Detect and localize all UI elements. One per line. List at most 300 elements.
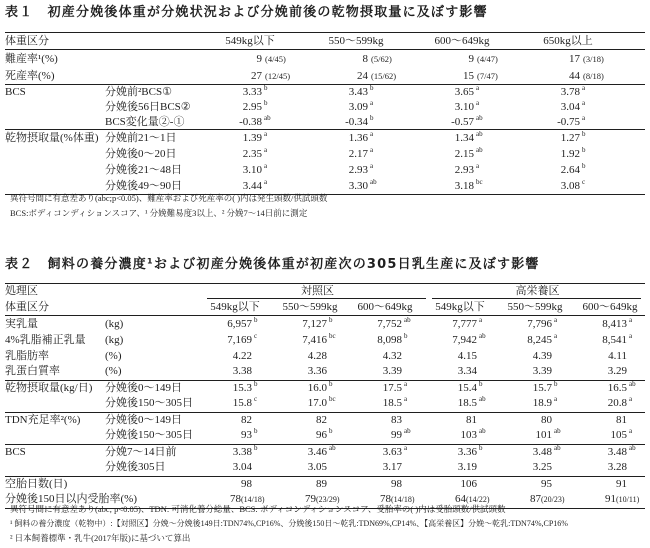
- row-sublabel: 分娩後150～305日: [105, 428, 205, 444]
- table-row: [5, 115, 645, 130]
- data-cell: [505, 380, 580, 396]
- row-unit: (%): [105, 364, 205, 380]
- data-cell: [430, 333, 505, 349]
- row-sublabel: 分娩7～14日前: [105, 445, 177, 458]
- data-cell: [536, 130, 645, 147]
- data-cell: [280, 333, 355, 349]
- data-cell: [430, 380, 505, 396]
- cell-value: 3.10: [242, 163, 262, 176]
- data-cell: [205, 364, 280, 380]
- table2: [5, 283, 645, 509]
- row-group-label: 乾物摂取量(kg/日): [5, 381, 93, 394]
- row-label: 分娩後150日以内受胎率(%): [5, 492, 205, 508]
- significance-mark: ab: [329, 443, 336, 452]
- data-cell: [355, 333, 430, 349]
- cell-value: 3.09: [348, 101, 368, 113]
- table2-body: [5, 316, 645, 509]
- data-cell: [280, 412, 355, 428]
- data-cell: [355, 476, 430, 492]
- cell-value: 3.17: [382, 461, 402, 474]
- data-cell: [205, 333, 280, 349]
- data-cell: [324, 130, 430, 147]
- cell-value: 7,416: [302, 334, 327, 347]
- row-unit: (%): [105, 349, 122, 362]
- significance-mark: ab: [629, 379, 636, 388]
- data-cell: [536, 85, 645, 101]
- cell-value: 4.39: [532, 349, 552, 362]
- significance-mark: a: [629, 316, 633, 324]
- cell-value: 3.36: [457, 445, 477, 458]
- significance-mark: b: [254, 443, 258, 452]
- row-group-label: BCS: [5, 445, 26, 458]
- cell-value: 3.29: [607, 365, 627, 378]
- data-cell: [205, 428, 280, 444]
- data-cell: [505, 364, 580, 380]
- count-note: (8/18): [583, 70, 604, 81]
- cell-value: 3.39: [382, 365, 402, 378]
- significance-mark: b: [479, 443, 483, 452]
- data-cell: [280, 396, 355, 412]
- table-row: [5, 364, 645, 380]
- cell-value: 3.65: [454, 86, 474, 98]
- cell-value: 1.34: [454, 131, 474, 144]
- column-header-cell: [505, 299, 580, 316]
- cell-value: 15.7: [532, 381, 552, 394]
- row-label: 4%乳脂補正乳量: [5, 334, 86, 347]
- cell-value: 3.30: [348, 179, 368, 192]
- row-sublabel: 分娩前21～1日: [105, 131, 177, 144]
- data-cell: [430, 349, 505, 365]
- significance-mark: ab: [629, 443, 636, 452]
- cell-value: 3.46: [307, 445, 327, 458]
- cell-value: -0.34: [345, 115, 368, 128]
- data-cell: [430, 412, 505, 428]
- data-cell: [580, 349, 645, 365]
- data-cell: [430, 146, 536, 162]
- cell-value: 3.38: [232, 365, 252, 378]
- data-cell: [580, 396, 645, 412]
- data-cell: [430, 396, 505, 412]
- column-header: 600～649kg: [357, 300, 413, 313]
- cell-value: 3.33: [242, 86, 262, 98]
- data-cell: [505, 316, 580, 334]
- data-cell: [536, 162, 645, 178]
- data-cell: [430, 178, 536, 195]
- significance-mark: ab: [479, 332, 486, 341]
- significance-mark: a: [476, 84, 480, 92]
- table1-footnote: 異符号間に有意差あり(abc;p<0.05)、難産率および死産率の( )内は発生頭数/供試頭数: [10, 193, 328, 203]
- column-header-cell: [580, 299, 645, 316]
- cell-value: 3.78: [560, 86, 580, 98]
- data-cell: [505, 444, 580, 460]
- table-row: [5, 380, 645, 396]
- data-cell: [505, 476, 580, 492]
- column-header-cell: [355, 299, 430, 316]
- cell-value: 6,957: [227, 318, 252, 330]
- cell-value: 101: [535, 429, 552, 442]
- cell-value: 18.9: [532, 397, 552, 410]
- table-row: [5, 333, 645, 349]
- data-cell: [280, 316, 355, 334]
- cell-value: 105: [610, 429, 627, 442]
- data-cell: [205, 476, 280, 492]
- data-cell: [430, 476, 505, 492]
- cell-value: -0.57: [451, 115, 474, 128]
- cell-value: 3.25: [532, 461, 552, 474]
- cell-value: 103: [460, 429, 477, 442]
- cell-value: -0.38: [239, 115, 262, 128]
- cell-value: 24: [357, 69, 368, 82]
- cell-value: 7,127: [302, 318, 327, 330]
- row-sublabel: 分娩後21～48日: [105, 163, 182, 176]
- table-row: [5, 428, 645, 444]
- cell-value: 2.64: [560, 163, 580, 176]
- significance-mark: c: [582, 177, 586, 186]
- cell-value: 3.28: [607, 461, 627, 474]
- row-group-label: TDN充足率²(%): [5, 413, 81, 426]
- count-note: (4/47): [477, 53, 498, 64]
- data-cell: [430, 85, 536, 101]
- cell-value: 4.32: [382, 349, 402, 362]
- cell-value: 82: [241, 413, 252, 426]
- cell-value: 3.04: [232, 461, 252, 474]
- data-cell: [218, 100, 324, 115]
- column-header-cell: [280, 299, 355, 316]
- data-cell: [355, 349, 430, 365]
- row-sublabel: 分娩後305日: [105, 460, 205, 476]
- cell-value: 17.0: [307, 397, 327, 410]
- cell-value: -0.75: [557, 115, 580, 128]
- significance-mark: a: [554, 316, 558, 324]
- data-cell: [536, 146, 645, 162]
- data-cell: [355, 460, 430, 476]
- cell-value: 18.5: [457, 397, 477, 410]
- table-row: [5, 85, 645, 101]
- data-cell: [355, 380, 430, 396]
- table1-footnotes: [10, 191, 327, 221]
- significance-mark: c: [254, 395, 258, 404]
- count-note: (15/62): [371, 70, 397, 81]
- significance-mark: ab: [370, 177, 377, 186]
- count-note: (23/29): [316, 495, 340, 505]
- cell-value: 79: [305, 493, 316, 506]
- row-sublabel: 分娩後150～305日: [105, 396, 205, 412]
- significance-mark: a: [370, 129, 374, 138]
- cell-value: 91: [605, 493, 616, 506]
- count-note: (10/11): [616, 495, 640, 505]
- count-note: (5/62): [371, 53, 392, 64]
- table-row: [5, 100, 645, 115]
- cell-value: 64: [455, 493, 466, 506]
- row-sublabel: 分娩後56日BCS②: [105, 101, 191, 113]
- significance-mark: ab: [479, 395, 486, 404]
- significance-mark: a: [629, 427, 633, 436]
- data-cell: [580, 476, 645, 492]
- significance-mark: b: [479, 379, 483, 388]
- cell-value: 83: [391, 413, 402, 426]
- cell-value: 2.15: [454, 147, 474, 160]
- cell-value: 3.63: [382, 445, 402, 458]
- data-cell: [536, 115, 645, 130]
- data-cell: [505, 412, 580, 428]
- count-note: (14/22): [466, 495, 490, 505]
- data-cell: [324, 178, 430, 195]
- significance-mark: a: [264, 129, 268, 138]
- cell-value: 78: [380, 493, 391, 506]
- data-cell: [580, 460, 645, 476]
- data-cell: [580, 492, 645, 508]
- table2-footnotes: [10, 502, 568, 546]
- data-cell: [205, 396, 280, 412]
- column-header-cell: [324, 33, 430, 50]
- significance-mark: ab: [476, 113, 483, 122]
- cell-value: 4.11: [608, 349, 627, 362]
- significance-mark: b: [264, 99, 268, 107]
- column-header-cell: [430, 33, 536, 50]
- significance-mark: bc: [329, 332, 336, 341]
- column-header: 549kg以下: [225, 34, 275, 47]
- cell-value: 3.43: [348, 86, 368, 98]
- data-cell: [205, 460, 280, 476]
- cell-value: 1.92: [560, 147, 580, 160]
- row-unit: (kg): [105, 334, 124, 347]
- cell-value: 2.17: [348, 147, 368, 160]
- data-cell: [430, 444, 505, 460]
- cell-value: 3.08: [560, 179, 580, 192]
- significance-mark: a: [476, 161, 480, 170]
- table1-title: 表１ 初産分娩後体重が分娩状況および分娩前後の乾物摂取量に及ぼす影響: [5, 5, 488, 20]
- significance-mark: b: [264, 84, 268, 92]
- significance-mark: b: [370, 113, 374, 122]
- data-cell: [505, 428, 580, 444]
- significance-mark: a: [629, 332, 633, 341]
- group-header-control: 対照区: [205, 284, 430, 300]
- row-sublabel: 分娩後49～90日: [105, 178, 218, 195]
- cell-value: 8,541: [602, 334, 627, 347]
- data-cell: [205, 316, 280, 334]
- row-group-label-cell: [5, 100, 105, 115]
- data-cell: [536, 50, 645, 69]
- row-group-label-cell: [5, 162, 105, 178]
- cell-value: 82: [316, 413, 327, 426]
- column-header: 650kg以上: [543, 34, 593, 47]
- significance-mark: a: [264, 161, 268, 170]
- significance-mark: a: [582, 99, 586, 107]
- significance-mark: a: [370, 161, 374, 170]
- cell-value: 16.0: [307, 381, 327, 394]
- cell-value: 15.4: [457, 381, 477, 394]
- significance-mark: b: [404, 332, 408, 341]
- cell-value: 99: [391, 429, 402, 442]
- cell-value: 3.44: [242, 179, 262, 192]
- data-cell: [218, 50, 324, 69]
- cell-value: 1.27: [560, 131, 580, 144]
- cell-value: 8,413: [602, 318, 627, 330]
- count-note: (12/45): [265, 70, 291, 81]
- data-cell: [355, 428, 430, 444]
- significance-mark: ab: [476, 145, 483, 154]
- column-header-cell: [218, 33, 324, 50]
- cell-value: 96: [316, 429, 327, 442]
- significance-mark: a: [370, 99, 374, 107]
- significance-mark: a: [404, 443, 408, 452]
- row-sublabel: 分娩前²BCS①: [105, 86, 172, 98]
- row-label: 実乳量: [5, 318, 38, 330]
- significance-mark: ab: [404, 316, 411, 324]
- table-row: [5, 444, 645, 460]
- table2-group-header-row: [5, 284, 645, 300]
- cell-value: 4.28: [307, 349, 327, 362]
- data-cell: [430, 130, 536, 147]
- data-cell: [280, 380, 355, 396]
- cell-value: 3.48: [532, 445, 552, 458]
- data-cell: [280, 476, 355, 492]
- cell-value: 3.19: [457, 461, 477, 474]
- row-sublabel: BCS変化量②-①: [105, 115, 218, 130]
- data-cell: [505, 349, 580, 365]
- cell-value: 8: [362, 52, 368, 65]
- cell-value: 7,942: [452, 334, 477, 347]
- significance-mark: a: [476, 99, 480, 107]
- data-cell: [218, 162, 324, 178]
- data-cell: [430, 364, 505, 380]
- weight-class-header: 体重区分: [5, 33, 218, 50]
- row-group-label-cell: [5, 460, 105, 476]
- row-group-label-cell: [5, 396, 105, 412]
- significance-mark: a: [404, 395, 408, 404]
- cell-value: 95: [541, 477, 552, 490]
- data-cell: [324, 162, 430, 178]
- cell-value: 81: [466, 413, 477, 426]
- cell-value: 3.34: [457, 365, 477, 378]
- significance-mark: a: [554, 332, 558, 341]
- table1-header-row: [5, 33, 645, 50]
- column-header-cell: [430, 299, 505, 316]
- data-cell: [205, 444, 280, 460]
- table-row: [5, 130, 645, 147]
- cell-value: 4.15: [457, 349, 477, 362]
- row-group-label: 乾物摂取量(%体重): [5, 131, 99, 144]
- data-cell: [536, 68, 645, 85]
- treatment-header: 処理区: [5, 285, 38, 297]
- data-cell: [430, 68, 536, 85]
- table2-footnote: ² 日本飼養標準・乳牛(2017年版)に基づいて算出: [10, 533, 191, 543]
- significance-mark: b: [582, 145, 586, 154]
- data-cell: [280, 460, 355, 476]
- data-cell: [218, 130, 324, 147]
- significance-mark: ab: [554, 443, 561, 452]
- cell-value: 18.5: [382, 397, 402, 410]
- row-sublabel: 分娩後0～20日: [105, 147, 177, 160]
- cell-value: 1.39: [242, 131, 262, 144]
- cell-value: 16.5: [607, 381, 627, 394]
- count-note: (14/18): [241, 495, 265, 505]
- column-header: 600～649kg: [582, 300, 638, 313]
- cell-value: 15.8: [232, 397, 252, 410]
- cell-value: 87: [530, 493, 541, 506]
- cell-value: 3.36: [307, 365, 327, 378]
- cell-value: 44: [569, 69, 580, 82]
- column-header: 550～599kg: [507, 300, 563, 313]
- data-cell: [536, 100, 645, 115]
- cell-value: 7,752: [377, 318, 402, 330]
- cell-value: 80: [541, 413, 552, 426]
- count-note: (3/18): [583, 53, 604, 64]
- cell-value: 20.8: [607, 397, 627, 410]
- cell-value: 7,169: [227, 334, 252, 347]
- count-note: (7/47): [477, 70, 498, 81]
- data-cell: [430, 162, 536, 178]
- cell-value: 89: [316, 477, 327, 490]
- data-cell: [218, 85, 324, 101]
- data-cell: [430, 100, 536, 115]
- table-row: [5, 349, 645, 365]
- table-row: [5, 396, 645, 412]
- data-cell: [324, 146, 430, 162]
- row-group-label-cell: [5, 428, 105, 444]
- cell-value: 2.93: [348, 163, 368, 176]
- significance-mark: ab: [264, 113, 271, 122]
- cell-value: 81: [616, 413, 627, 426]
- data-cell: [355, 412, 430, 428]
- data-cell: [430, 428, 505, 444]
- cell-value: 106: [460, 477, 477, 490]
- row-group-label-cell: [5, 115, 105, 130]
- data-cell: [505, 396, 580, 412]
- cell-value: 8,098: [377, 334, 402, 347]
- row-label: 難産率¹(%): [5, 52, 58, 65]
- cell-value: 15.3: [232, 381, 252, 394]
- cell-value: 7,777: [452, 318, 477, 330]
- data-cell: [430, 316, 505, 334]
- data-cell: [355, 316, 430, 334]
- significance-mark: a: [264, 177, 268, 186]
- row-unit: (kg): [105, 318, 124, 330]
- column-header: 550～599kg: [328, 34, 384, 47]
- data-cell: [355, 396, 430, 412]
- column-header-cell: [536, 33, 645, 50]
- column-header: 549kg以下: [210, 300, 260, 313]
- row-sublabel: 分娩後0～149日: [105, 413, 182, 426]
- data-cell: [280, 444, 355, 460]
- table-row: [5, 50, 645, 69]
- data-cell: [205, 380, 280, 396]
- table-row: [5, 476, 645, 492]
- significance-mark: a: [629, 395, 633, 404]
- data-cell: [324, 100, 430, 115]
- row-label: 乳蛋白質率: [5, 364, 105, 380]
- data-cell: [580, 364, 645, 380]
- significance-mark: b: [370, 84, 374, 92]
- data-cell: [205, 412, 280, 428]
- data-cell: [324, 50, 430, 69]
- table2-footnote: ¹ 飼料の養分濃度（乾物中）:【対照区】分娩～分娩後149日:TDN74%,CP16%、分娩後150日～乾乳:TDN69%,CP14%、【高栄養区】分娩～乾乳:TDN74%,CP16%: [10, 518, 568, 528]
- row-group-label: BCS: [5, 86, 26, 98]
- data-cell: [505, 460, 580, 476]
- group-header-high-nutrition: 高栄養区: [430, 284, 645, 300]
- data-cell: [580, 412, 645, 428]
- significance-mark: b: [582, 129, 586, 138]
- column-header: 549kg以下: [435, 300, 485, 313]
- cell-value: 17.5: [382, 381, 402, 394]
- significance-mark: bc: [329, 395, 336, 404]
- significance-mark: a: [264, 145, 268, 154]
- significance-mark: b: [329, 427, 333, 436]
- row-sublabel: 分娩後0～149日: [105, 381, 182, 394]
- data-cell: [430, 115, 536, 130]
- significance-mark: a: [582, 84, 586, 92]
- table-row: [5, 460, 645, 476]
